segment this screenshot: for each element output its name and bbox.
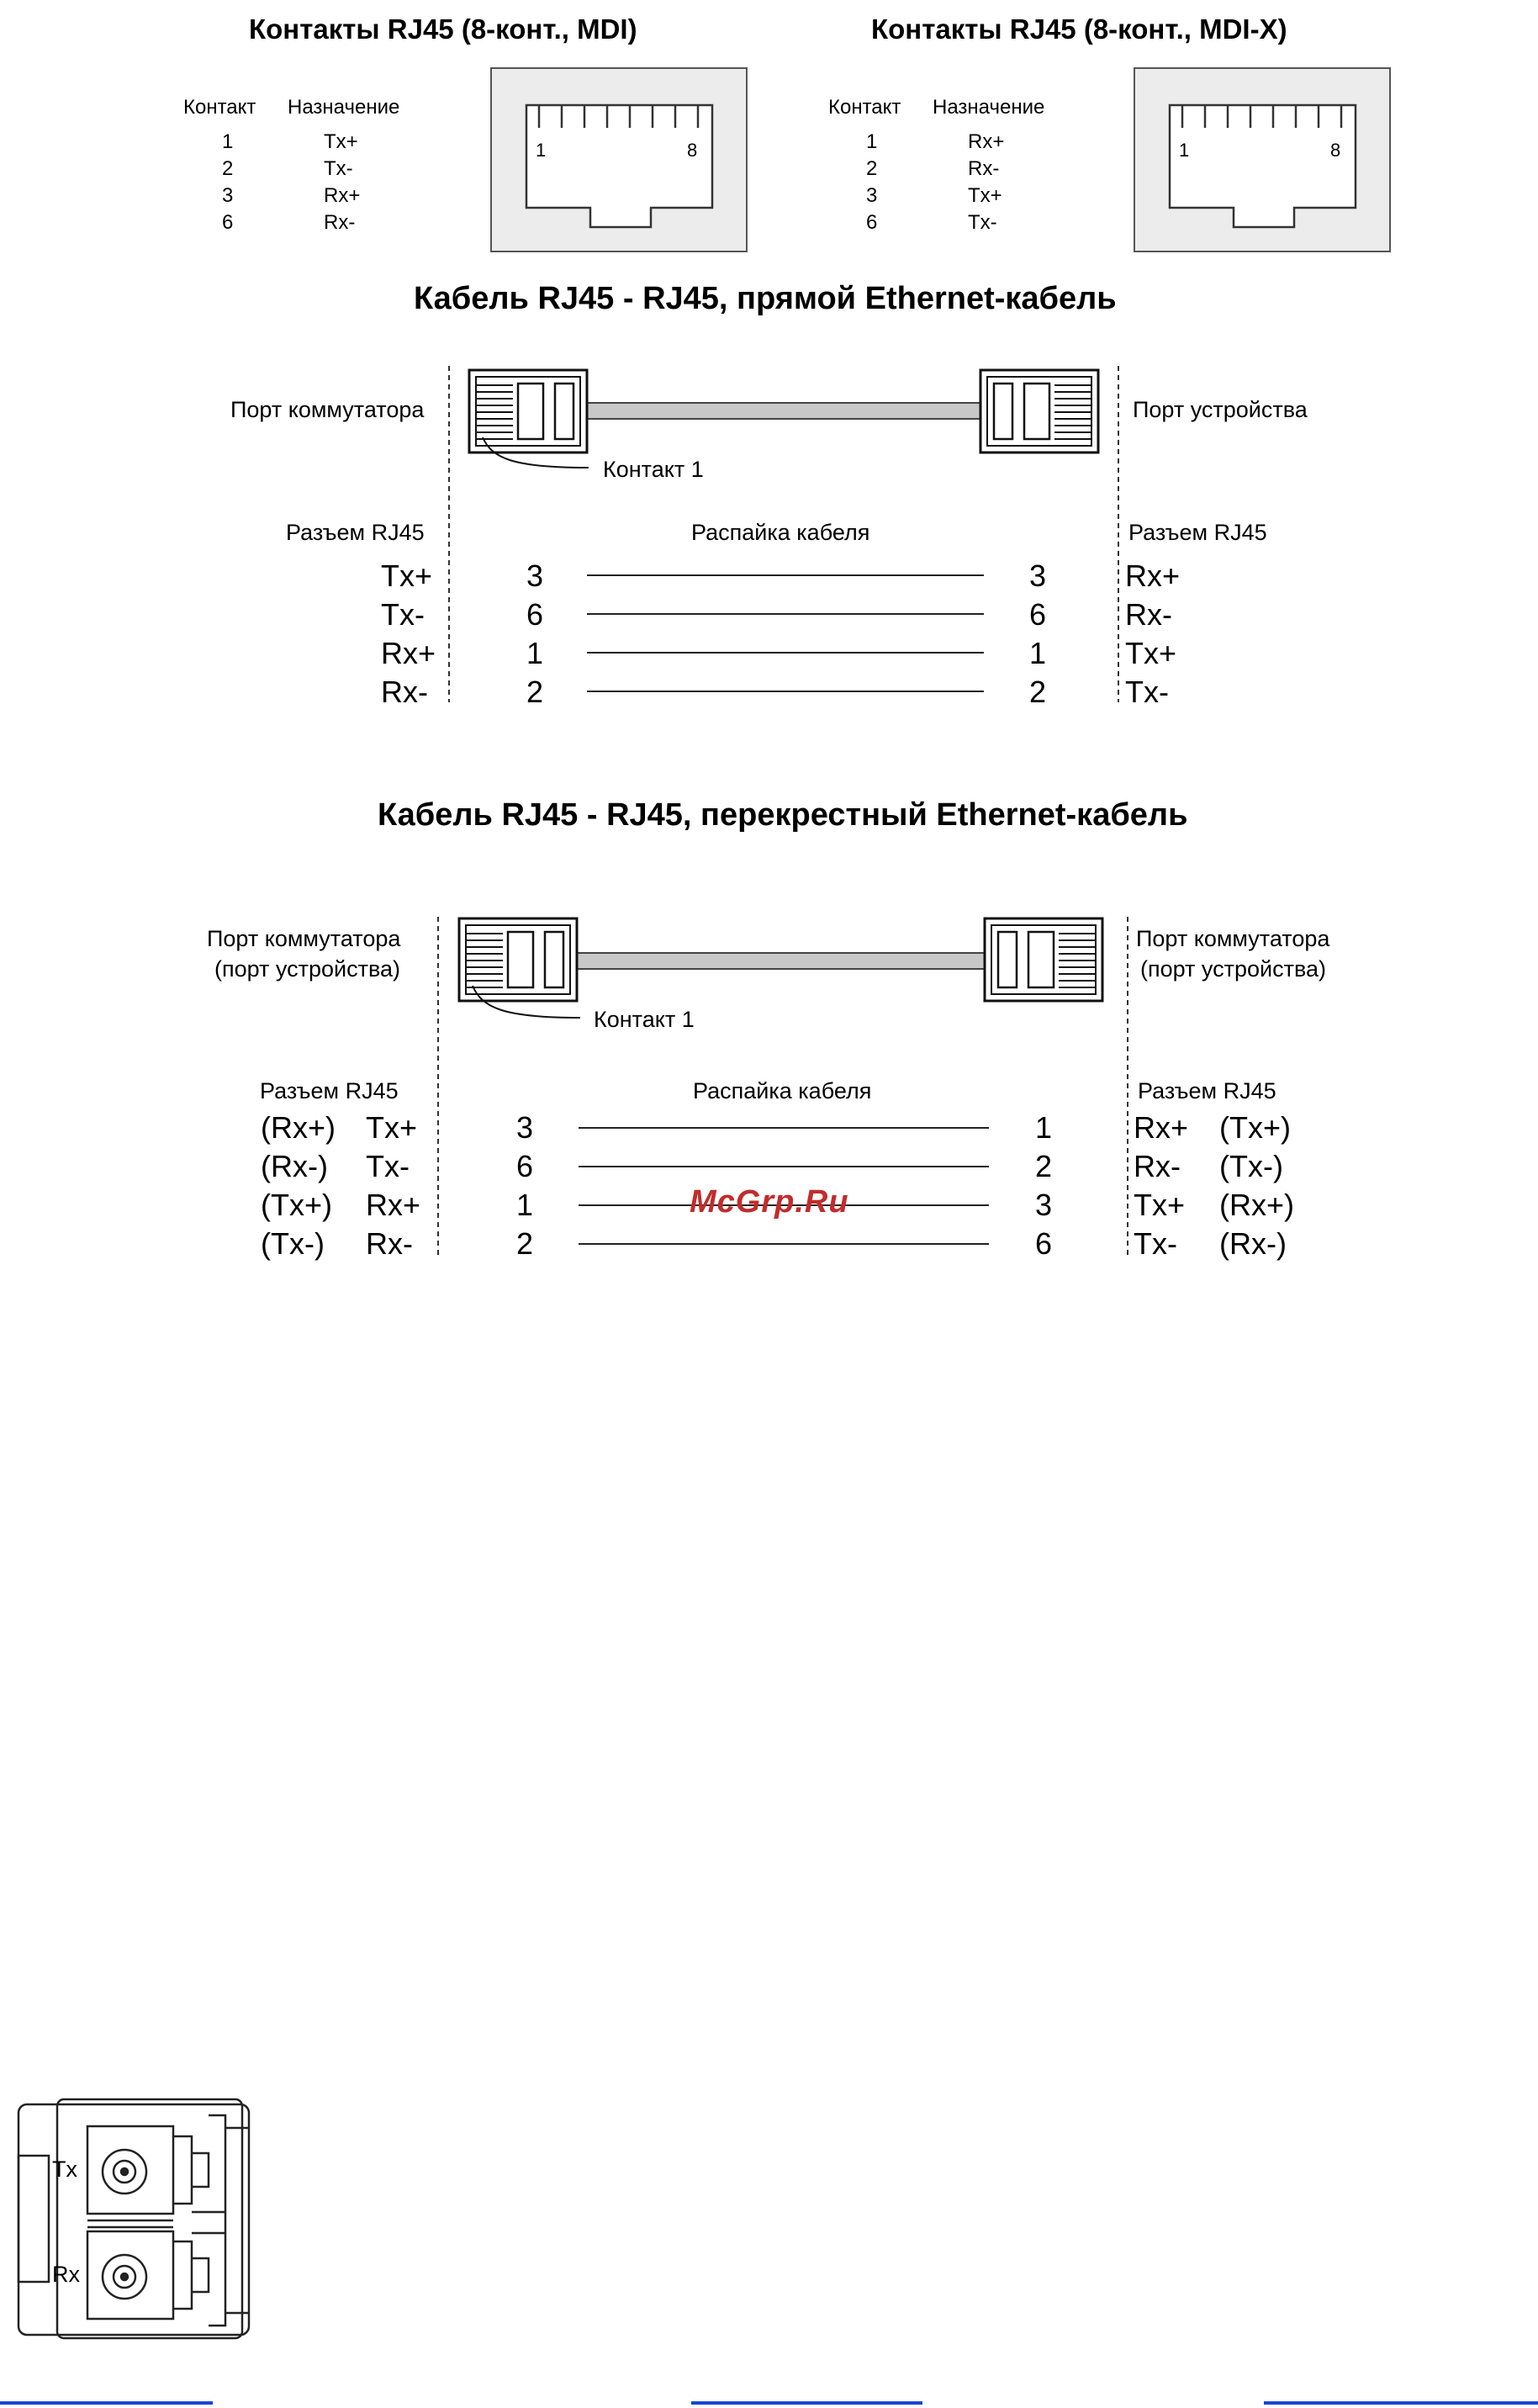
mdix-row-contact: 1: [866, 130, 878, 153]
straight-left-header: Разъем RJ45: [286, 520, 425, 545]
mdi-col-contact: Контакт: [183, 96, 256, 119]
straight-right-signal: Tx+: [1125, 636, 1177, 670]
crossover-left-header: Разъем RJ45: [260, 1078, 399, 1103]
mdix-title: Контакты RJ45 (8-конт., MDI-X): [871, 13, 1287, 45]
straight-contact-label: Контакт 1: [603, 457, 704, 482]
crossover-right-signal: Rx-: [1134, 1149, 1181, 1183]
crossover-title: Кабель RJ45 - RJ45, перекрестный Ethernet-кабель: [378, 797, 1188, 833]
straight-left-signal: Tx-: [381, 597, 425, 632]
rj45-jack-mdix: [1134, 68, 1390, 251]
crossover-right-pin: 2: [1035, 1149, 1053, 1183]
straight-middle-header: Распайка кабеля: [691, 520, 870, 545]
crossover-left-pin: 2: [516, 1226, 534, 1261]
crossover-left-signal: Tx+: [366, 1110, 418, 1145]
crossover-right-signal: Tx-: [1134, 1226, 1177, 1261]
crossover-left-signal: Tx-: [366, 1149, 410, 1183]
mdix-row-purpose: Tx+: [968, 184, 1002, 207]
mdix-row-contact: 6: [866, 211, 878, 234]
mdi-pin-first: 1: [536, 140, 547, 161]
mdi-row-purpose: Rx-: [324, 211, 356, 234]
straight-left-signal: Rx-: [381, 675, 428, 709]
crossover-right-alt: (Tx+): [1219, 1110, 1291, 1145]
mdi-title: Контакты RJ45 (8-конт., MDI): [249, 13, 637, 45]
crossover-right-pin: 3: [1035, 1188, 1053, 1222]
mdi-row-purpose: Tx-: [324, 157, 353, 180]
watermark: McGrp.Ru: [690, 1184, 849, 1220]
crossover-right-alt: (Rx-): [1219, 1226, 1287, 1261]
crossover-right-pin: 1: [1035, 1110, 1053, 1145]
crossover-right-header: Разъем RJ45: [1138, 1078, 1276, 1103]
straight-right-signal: Tx-: [1125, 675, 1169, 709]
straight-title: Кабель RJ45 - RJ45, прямой Ethernet-кабель: [414, 281, 1117, 316]
straight-left-pin: 1: [526, 636, 544, 670]
mdi-row-purpose: Rx+: [324, 184, 361, 207]
mdix-row-contact: 2: [866, 157, 878, 180]
crossover-left-port-line2: (порт устройства): [214, 956, 401, 982]
mdix-col-contact: Контакт: [828, 96, 901, 119]
mdix-pin-last: 8: [1330, 140, 1341, 161]
crossover-left-signal: Rx-: [366, 1226, 413, 1261]
crossover-left-alt: (Tx+): [261, 1188, 332, 1222]
straight-right-signal: Rx+: [1125, 558, 1181, 593]
straight-left-pin: 3: [526, 558, 544, 593]
crossover-middle-header: Распайка кабеля: [693, 1078, 872, 1103]
crossover-left-pin: 6: [516, 1149, 534, 1183]
mdi-row-contact: 1: [222, 130, 234, 153]
crossover-right-signal: Tx+: [1134, 1188, 1186, 1222]
rj45-jack-mdi: [491, 68, 747, 251]
straight-left-signal: Tx+: [381, 558, 433, 593]
fiber-connector-drawing: [18, 2099, 249, 2338]
straight-left-port: Порт коммутатора: [230, 397, 425, 422]
straight-right-pin: 3: [1029, 558, 1047, 593]
mdi-row-contact: 3: [222, 184, 234, 207]
mdi-row-contact: 2: [222, 157, 234, 180]
crossover-right-signal: Rx+: [1134, 1110, 1189, 1145]
crossover-right-port-line1: Порт коммутатора: [1136, 926, 1330, 951]
crossover-left-pin: 1: [516, 1188, 534, 1222]
mdix-row-contact: 3: [866, 184, 878, 207]
footer-link-center[interactable]: [691, 2401, 922, 2405]
mdix-row-purpose: Rx+: [968, 130, 1005, 153]
straight-right-pin: 6: [1029, 597, 1047, 632]
straight-right-pin: 2: [1029, 675, 1047, 709]
mdi-row-purpose: Tx+: [324, 130, 358, 153]
crossover-right-alt: (Rx+): [1219, 1188, 1294, 1222]
fiber-tx-label: Tx: [52, 2157, 77, 2182]
straight-left-pin: 6: [526, 597, 544, 632]
mdi-col-purpose: Назначение: [288, 96, 400, 119]
fiber-rx-label: Rx: [52, 2262, 80, 2287]
straight-right-port: Порт устройства: [1133, 397, 1308, 422]
mdi-pin-last: 8: [687, 140, 698, 161]
footer-link-left[interactable]: [0, 2401, 213, 2405]
straight-right-signal: Rx-: [1125, 597, 1172, 632]
mdix-col-purpose: Назначение: [933, 96, 1045, 119]
straight-left-signal: Rx+: [381, 636, 436, 670]
mdix-pin-first: 1: [1179, 140, 1190, 161]
straight-right-header: Разъем RJ45: [1128, 520, 1267, 545]
crossover-left-alt: (Rx+): [261, 1110, 336, 1145]
crossover-contact-label: Контакт 1: [594, 1007, 695, 1032]
footer-link-right[interactable]: [1264, 2401, 1538, 2405]
crossover-left-port-line1: Порт коммутатора: [207, 926, 401, 951]
mdi-row-contact: 6: [222, 211, 234, 234]
crossover-right-pin: 6: [1035, 1226, 1053, 1261]
crossover-left-alt: (Tx-): [261, 1226, 325, 1261]
crossover-left-signal: Rx+: [366, 1188, 421, 1222]
straight-right-pin: 1: [1029, 636, 1047, 670]
crossover-right-port-line2: (порт устройства): [1140, 956, 1327, 982]
crossover-right-alt: (Tx-): [1219, 1149, 1283, 1183]
mdix-row-purpose: Rx-: [968, 157, 1000, 180]
straight-left-pin: 2: [526, 675, 544, 709]
crossover-left-alt: (Rx-): [261, 1149, 328, 1183]
mdix-row-purpose: Tx-: [968, 211, 997, 234]
crossover-left-pin: 3: [516, 1110, 534, 1145]
